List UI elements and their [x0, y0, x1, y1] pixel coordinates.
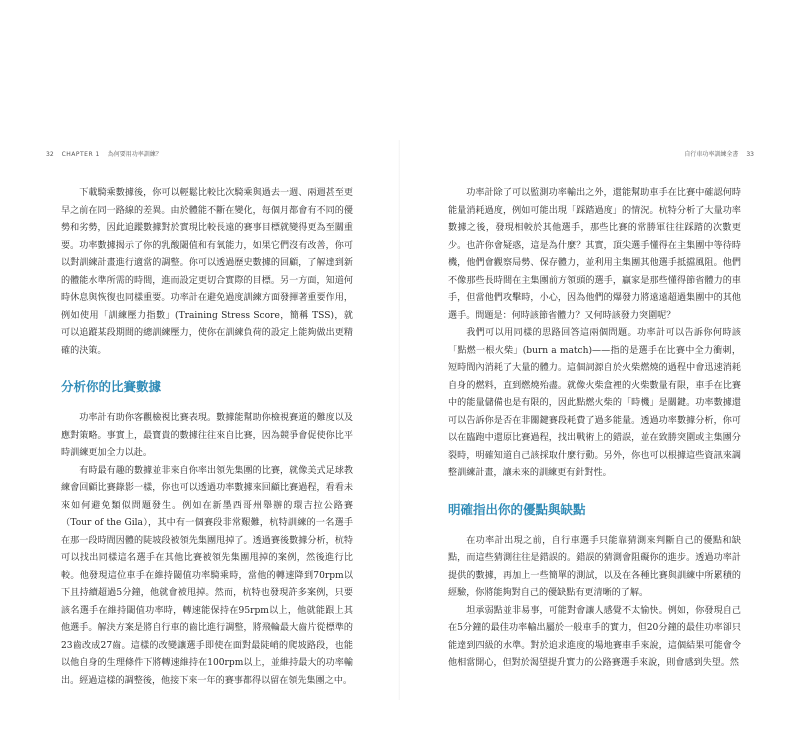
strengths-paragraph-1: 在功率計出現之前，自行車選手只能靠猜測來判斷自己的優點和缺點，而這些猜測往往是錯誤的。錯誤的猜測會阻礙你的進步。透過功率計提供的數據，再加上一些簡單的測試，以及在各種比賽與訓練中所累積的經驗，你將能夠對自己的優缺點有更清晰的了解。 — [448, 535, 741, 598]
right-running-header — [684, 149, 760, 158]
strengths-paragraph-2: 坦承弱點並非易事，可能對會讓人感覺不太愉快。例如，你發現自己在5分鐘的最佳功率輸出屬於一般車手的實力，但20分鐘的最佳功率卻只能達到四級的水準。對於追求進度的場地賽車手來說，這個結果可能會令他相當開心，但對於渴望提升實力的公路賽選手來說，則會感到失望。然 — [448, 605, 741, 668]
section-heading-race-data: 分析你的比賽數據 — [61, 379, 162, 394]
right-page — [400, 0, 800, 744]
right-page-number: 33 — [746, 151, 754, 158]
race-data-paragraph-2: 有時最有趣的數據並非來自你率出領先集團的比賽，就像美式足球教練會回顧比賽錄影一樣，你也可以透過功率數據來回顧比賽過程，看看未來如何避免類似問題發生。例如在新墨西哥州舉辦的環吉拉公路賽（Tour of the Gila），其中有一個賽段非常艱難，杭特訓練的一名選手在那一段時間因體的陡坡段被領先集團甩掉了。透過賽後數據分析，杭特可以找出同樣這名選手在其他比賽被領先集團甩掉的案例，然後進行比較。他發現這位車手在維持閾值功率騎乘時，當他的轉速降到70rpm以下且持續超過5分鐘，他就會被甩掉。然而，杭特也發現許多案例，只要該名選手在維持閾值功率時，轉速能保持在95rpm以上，他就能跟上其他選手。解決方案是將自行車的齒比進行調整，將飛輪最大齒片從標準的23齒改成27齒。這樣的改變讓選手即使在面對最陡峭的爬坡路段，也能以他自身的生理條件下將轉速維持在100rpm以上，並維持最大的功率輸出。經過這樣的調整後，他接下來一年的賽事都得以留在領先集團之中。 — [61, 465, 353, 686]
section-heading-strengths-weaknesses: 明確指出你的優點與缺點 — [448, 501, 586, 517]
burn-a-match-paragraph: 我們可以用同樣的思路回答這兩個問題。功率計可以告訴你何時該「點燃一根火柴」(burn a match)——指的是選手在比賽中全力衝刺，短時間內消耗了大量的體力。這個詞源自於火柴燃燒的過程中會迅速消耗自身的燃料，直到燃燒殆盡。就像火柴盒裡的火柴數量有限，車手在比賽中的能量儲備也是有限的，因此點燃火柴的「時機」是關鍵。功率數據還可以告訴你是否在非關鍵賽段耗費了過多能量。透過功率數據分析，你可以在臨跑中還原比賽過程，找出戰術上的錯誤，並在致勝突圍或主集團分裂時，明確知道自己該採取什麼行動。另外，你也可以根據這些資訊來調整訓練計畫，讓未來的訓練更有針對性。 — [448, 328, 741, 478]
chapter-title: 為何要用功率訓練？ — [107, 151, 162, 158]
chapter-label: CHAPTER 1 — [61, 151, 100, 158]
race-data-paragraph-1: 功率計有助你客觀檢視比賽表現。數據能幫助你檢視賽道的難度以及應對策略。事實上，最寶貴的數據往往來自比賽，因為競爭會促使你比平時訓練更加全力以赴。 — [61, 413, 353, 458]
right-page-body — [448, 185, 741, 673]
overexertion-paragraph: 功率計除了可以監測功率輸出之外，還能幫助車手在比賽中確認何時能量消耗過度，例如可能出現「踩踏過度」的情況。杭特分析了大量功率數據之後，發現相較於其他選手，那些比賽的常勝軍往往踩踏的次數更少。也許你會疑惑，這是為什麼？其實，頂尖選手懂得在主集團中等待時機，他們會觀察局勢、保存體力，並利用主集團其他選手抵擋風阻。他們不像那些長時間在主集團前方領頭的選手，贏家是那些懂得節省體力的車手，但當他們攻擊時，小心，因為他們的爆發力將遠遠超過集團中的其他選手。問題是：何時該節省體力？又何時該發力突圍呢？ — [448, 188, 741, 321]
intro-paragraph: 下載騎乘數據後，你可以輕鬆比較比次騎乘與過去一週、兩週甚至更早之前在同一路線的差異。由於體能不斷在變化，每個月都會有不同的優勢和劣勢，因此追蹤數據對於實現比較長遠的賽事目標就變得更為至關重要。功率數據揭示了你的乳酸閾值和有氧能力，如果它們沒有改善，你可以對訓練計畫進行適當的調整。你可以透過歷史數據的回顧，了解達到新的體能水準所需的時間，進而設定更切合實際的目標。另一方面，知道何時休息與恢復也同樣重要。功率計在避免過度訓練方面發揮著重要作用，例如使用「訓練壓力指數」(Training Stress Score，簡稱 TSS)，就可以追蹤某段期間的總訓練壓力，使你在訓練負荷的設定上能夠做出更精確的決策。 — [61, 188, 353, 356]
left-page-number: 32 — [46, 151, 54, 158]
running-title: 自行車功率訓練全書 — [684, 151, 739, 158]
left-page-body — [61, 185, 353, 690]
left-running-header — [40, 149, 162, 158]
